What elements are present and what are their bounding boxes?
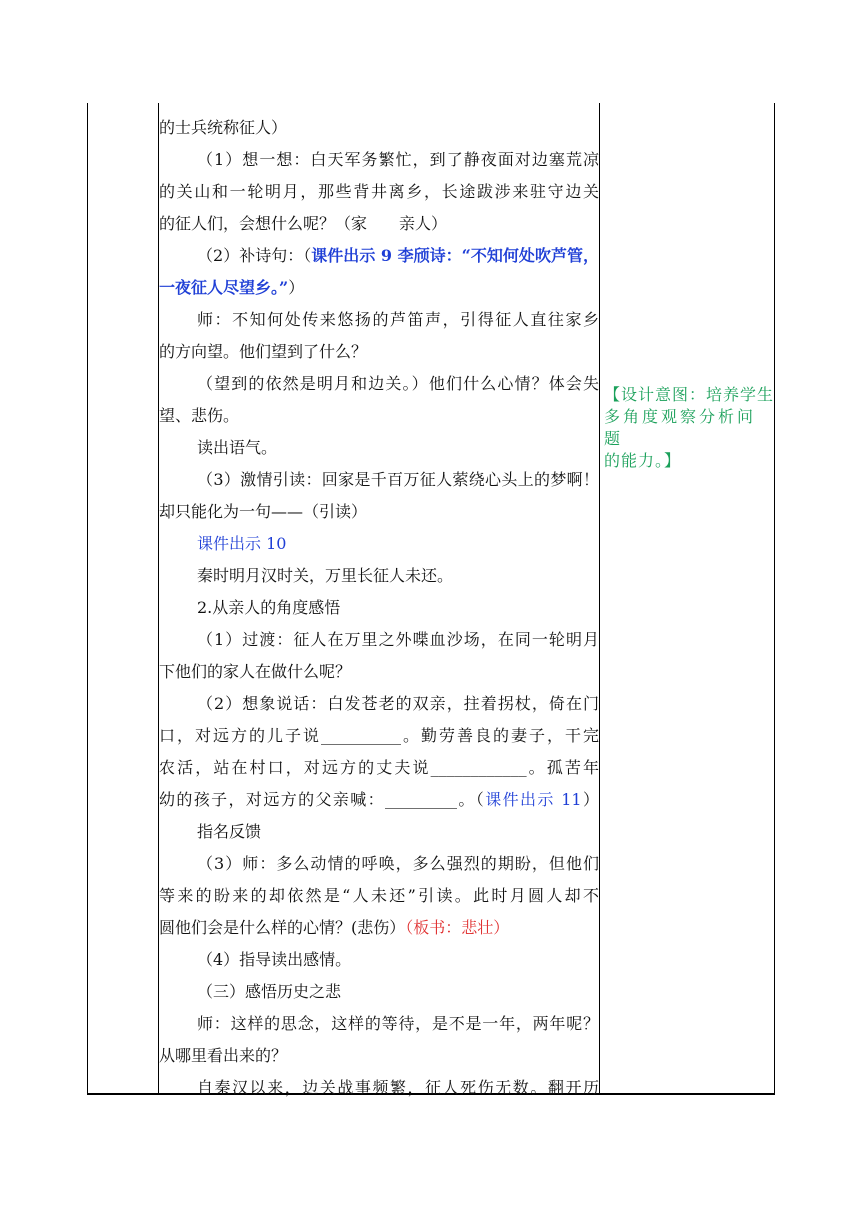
text-segment: （3）激情引读：回家是千百万征人萦绕心头上的梦啊！ — [197, 470, 599, 489]
text-line — [197, 981, 341, 1003]
text-segment: 秦时明月汉时关，万里长征人未还。 — [197, 566, 454, 585]
text-segment: 师：这样的思念，这样的等待，是不是一年，两年呢？ — [197, 1014, 599, 1033]
highlighted-text: （板书：悲壮） — [405, 918, 510, 937]
text-line — [159, 501, 367, 523]
text-segment: （4）指导读出感情。 — [197, 950, 352, 969]
text-segment: 农活，站在村口，对远方的丈夫说____________。孤苦年 — [159, 758, 599, 777]
text-segment: 自秦汉以来，边关战事频繁，征人死伤无数。翻开历 — [197, 1078, 599, 1097]
text-line — [197, 693, 599, 715]
text-segment: 的士兵统称征人） — [159, 118, 288, 137]
text-line — [197, 821, 261, 843]
text-line — [159, 277, 304, 299]
text-segment: 等来的盼来的却依然是“人未还”引读。此时月圆人却不 — [159, 886, 599, 905]
highlighted-text: 课件出示 11 — [485, 790, 582, 809]
text-line — [159, 213, 447, 235]
column-divider-1 — [158, 103, 159, 1095]
text-segment: 下他们的家人在做什么呢？ — [159, 662, 352, 681]
text-line — [197, 565, 453, 587]
text-line — [197, 437, 277, 459]
text-line — [159, 917, 509, 939]
text-segment: （3）师：多么动情的呼唤，多么强烈的期盼，但他们 — [197, 854, 599, 873]
text-segment: 圆他们会是什么样的心情？(悲伤） — [159, 918, 406, 937]
text-line — [197, 373, 599, 395]
text-segment: 的方向望。他们望到了什么？ — [159, 342, 368, 361]
design-intent-line: 【设计意图：培养学生 — [604, 385, 775, 404]
text-segment: （1）过渡：征人在万里之外喋血沙场，在同一轮明月 — [197, 630, 599, 649]
text-segment: （三）感悟历史之悲 — [197, 982, 342, 1001]
highlighted-text: 课件出示 10 — [197, 534, 287, 553]
design-intent-line: 多角度观察分析问题 — [604, 407, 757, 448]
text-segment: （望到的依然是明月和边关。）他们什么心情？体会失 — [197, 374, 599, 393]
highlighted-text: 课件出示 9 李颀诗：“不知何处吹芦管， — [311, 246, 599, 265]
text-segment: 的征人们，会想什么呢？（家 亲人） — [159, 214, 448, 233]
text-segment: 师：不知何处传来悠扬的芦笛声，引得征人直往家乡 — [197, 310, 599, 329]
text-line — [159, 181, 599, 203]
text-line — [159, 341, 367, 363]
text-line — [159, 1045, 287, 1067]
text-segment: 指名反馈 — [197, 822, 262, 841]
highlighted-text: 一夜征人尽望乡。” — [159, 278, 289, 297]
text-line — [197, 949, 351, 971]
text-line — [159, 661, 351, 683]
text-segment: ） — [581, 790, 599, 809]
table-right-border — [774, 103, 775, 1095]
text-line — [159, 405, 239, 427]
text-segment: 口，对远方的儿子说__________。勤劳善良的妻子，干完 — [159, 726, 599, 745]
text-line — [197, 309, 599, 331]
text-line — [197, 597, 340, 619]
text-line — [197, 245, 599, 267]
text-segment: （2）想象说话：白发苍老的双亲，拄着拐杖，倚在门 — [197, 694, 599, 713]
text-segment: 2.从亲人的角度感悟 — [197, 598, 341, 617]
text-line — [197, 1077, 599, 1099]
text-line — [159, 725, 599, 747]
text-line — [159, 885, 599, 907]
text-segment: ） — [288, 278, 305, 297]
text-line — [159, 789, 599, 811]
text-line — [197, 469, 599, 491]
text-line — [197, 1013, 599, 1035]
text-line — [197, 149, 599, 171]
design-intent-note — [604, 384, 774, 472]
design-intent-line: 的能力。】 — [604, 451, 682, 470]
text-segment: 却只能化为一句——（引读） — [159, 502, 368, 521]
table-left-border — [87, 103, 88, 1095]
text-line — [197, 533, 286, 555]
text-segment: 望、悲伤。 — [159, 406, 240, 425]
text-segment: 的关山和一轮明月，那些背井离乡，长途跋涉来驻守边关 — [159, 182, 599, 201]
text-segment: 幼的孩子，对远方的父亲喊：_________。（ — [159, 790, 486, 809]
text-line — [159, 757, 599, 779]
column-divider-2 — [599, 103, 600, 1095]
text-segment: 从哪里看出来的？ — [159, 1046, 288, 1065]
text-segment: （1）想一想：白天军务繁忙，到了静夜面对边塞荒凉 — [197, 150, 599, 169]
text-line — [197, 629, 599, 651]
text-segment: （2）补诗句：（ — [197, 246, 312, 265]
text-line — [159, 117, 287, 139]
text-segment: 读出语气。 — [197, 438, 278, 457]
text-line — [197, 853, 599, 875]
